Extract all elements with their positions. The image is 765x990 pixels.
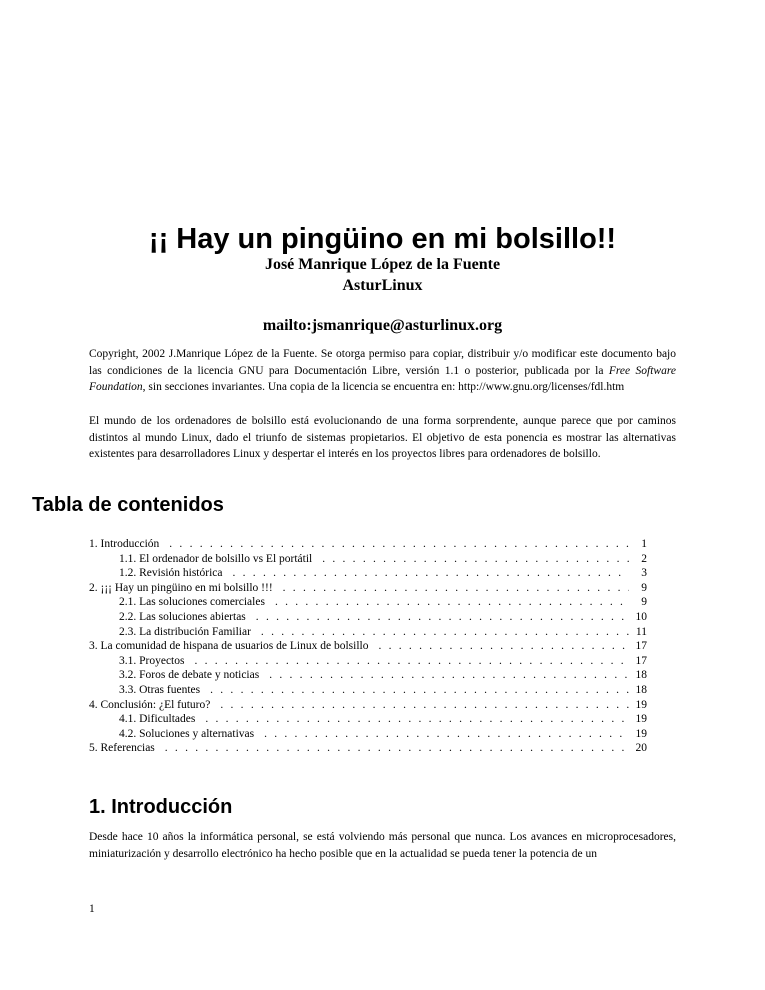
toc-leader-dots	[322, 552, 629, 567]
toc-entry-label: 3.1. Proyectos	[119, 654, 185, 667]
author-email-link[interactable]: mailto:jsmanrique@asturlinux.org	[262, 317, 503, 334]
toc-entry-page: 9	[641, 596, 647, 609]
toc-leader-dots	[261, 625, 629, 640]
toc-entry-page: 9	[641, 581, 647, 594]
toc-entry-label: 4.2. Soluciones y alternativas	[119, 727, 255, 740]
toc-leader-dots	[275, 595, 629, 610]
abstract-paragraph: El mundo de los ordenadores de bolsillo está evolucionando de una forma sorprendente, aunque parece que por caminos distintos al mundo Linux, dado el triunfo de sistemas propietarios. El objetivo de esta ponencia es mostrar las alternativas existentes para desarrolladores Linux y despertar el interés en los proyectos libres para ordenadores de bolsillo.	[89, 415, 676, 460]
toc-leader-dots	[283, 581, 629, 596]
toc-entry-page: 17	[635, 654, 647, 667]
toc-entry-label: 1.1. El ordenador de bolsillo vs El portátil	[119, 552, 313, 565]
page-number: 1	[89, 903, 95, 915]
toc-entry-label: 3.3. Otras fuentes	[119, 683, 201, 696]
document-title: ¡¡ Hay un pingüino en mi bolsillo!!	[148, 223, 617, 255]
section-heading-introduccion: 1. Introducción	[89, 796, 233, 818]
copyright-text-start: Copyright, 2002 J.Manrique López de la Fuente. Se otorga permiso para copiar, distribuir y/o modificar este documento bajo las condiciones de la licencia GNU para Documentación Libre, versión 1.1 o posterior, publicada por la	[89, 348, 676, 377]
toc-entry-label: 4.1. Dificultades	[119, 713, 196, 726]
toc-leader-dots	[378, 639, 629, 654]
author-organization: AsturLinux	[342, 277, 423, 294]
toc-leader-dots	[194, 654, 629, 669]
toc-entry-label: 2.2. Las soluciones abiertas	[119, 610, 246, 623]
toc-leader-dots	[220, 698, 629, 713]
toc-leader-dots	[264, 727, 629, 742]
toc-entry[interactable]	[89, 581, 647, 596]
toc-entry-label: 3. La comunidad de hispana de usuarios de Linux de bolsillo	[89, 640, 369, 653]
toc-entry-label: 2. ¡¡¡ Hay un pingüino en mi bolsillo !!!	[89, 581, 273, 594]
toc-leader-dots	[233, 566, 630, 581]
toc-entry-page: 19	[635, 727, 647, 740]
toc-entry-page: 20	[635, 742, 647, 755]
toc-entry[interactable]	[89, 625, 647, 640]
toc-entry-page: 17	[635, 640, 647, 653]
copyright-notice	[89, 346, 676, 396]
toc-leader-dots	[210, 683, 629, 698]
toc-leader-dots	[205, 712, 629, 727]
toc-entry[interactable]	[89, 552, 647, 567]
toc-entry[interactable]	[89, 654, 647, 669]
toc-entry[interactable]	[89, 610, 647, 625]
copyright-foundation-name: Free Software Foundation	[89, 364, 676, 393]
toc-leader-dots	[256, 610, 629, 625]
introduction-paragraph: Desde hace 10 años la informática personal, se está volviendo más personal que nunca. Los avances en microprocesadores, miniaturización y desarrollo electrónico ha hecho posible que en la actualidad se pueda tener la potencia de un	[89, 831, 676, 860]
toc-entry-label: 1.2. Revisión histórica	[119, 567, 223, 580]
toc-entry-label: 3.2. Foros de debate y noticias	[119, 669, 260, 682]
toc-entry-page: 18	[635, 669, 647, 682]
toc-entry[interactable]	[89, 683, 647, 698]
toc-entry-page: 18	[635, 683, 647, 696]
toc-entry-page: 1	[641, 538, 647, 550]
toc-entry[interactable]	[89, 595, 647, 610]
toc-entry-label: 1. Introducción	[89, 538, 160, 550]
toc-leader-dots	[269, 668, 629, 683]
toc-entry-label: 2.1. Las soluciones comerciales	[119, 596, 265, 609]
toc-entry-page: 19	[635, 698, 647, 711]
toc-heading: Tabla de contenidos	[32, 494, 224, 516]
toc-entry-page: 10	[635, 610, 647, 623]
toc-entry-label: 4. Conclusión: ¿El futuro?	[89, 698, 211, 711]
copyright-text-end: , sin secciones invariantes. Una copia de la licencia se encuentra en: http://www.gnu.org/licenses/fdl.htm	[142, 381, 625, 393]
toc-entry[interactable]	[89, 727, 647, 742]
toc-entry-page: 19	[635, 713, 647, 726]
toc-entry-label: 2.3. La distribución Familiar	[119, 625, 251, 638]
toc-entry[interactable]	[89, 712, 647, 727]
toc-entry[interactable]	[89, 668, 647, 683]
author-name: José Manrique López de la Fuente	[264, 256, 501, 273]
toc-entry-page: 3	[641, 567, 647, 580]
toc-entry[interactable]	[89, 698, 647, 713]
toc-entry-page: 11	[635, 625, 647, 638]
toc-entry[interactable]	[89, 639, 647, 654]
toc-entry[interactable]	[89, 741, 647, 756]
toc-entry-page: 2	[641, 552, 647, 565]
toc-entry[interactable]	[89, 566, 647, 581]
toc-entry[interactable]	[89, 537, 647, 552]
toc-entry-label: 5. Referencias	[89, 742, 155, 755]
toc-leader-dots	[165, 741, 629, 756]
table-of-contents	[89, 537, 647, 756]
toc-leader-dots	[169, 537, 629, 552]
